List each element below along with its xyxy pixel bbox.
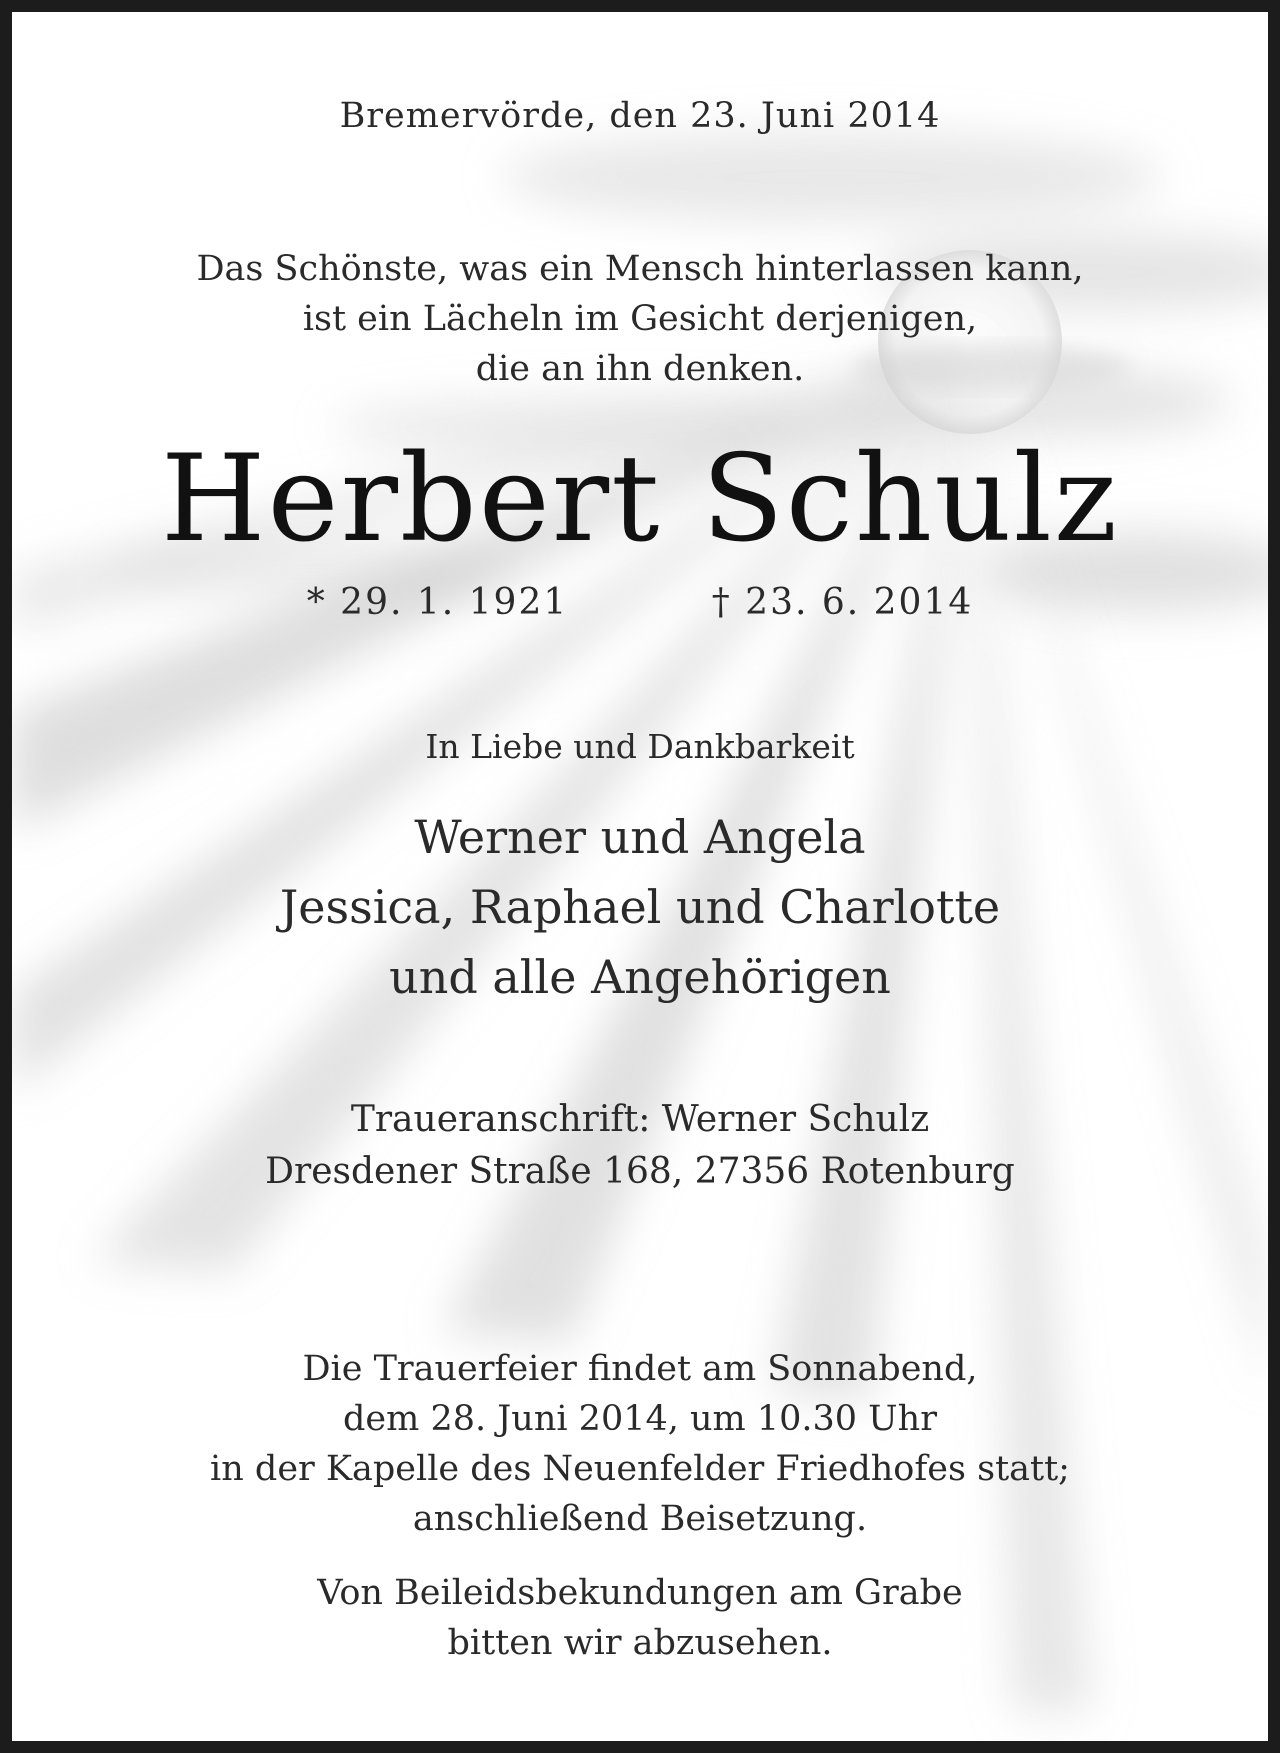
address-line: Dresdener Straße 168, 27356 Rotenburg xyxy=(265,1151,1015,1192)
quote-line: die an ihn denken. xyxy=(475,349,805,389)
life-dates xyxy=(12,582,1268,623)
quote-line: Das Schönste, was ein Mensch hinterlassen kann, xyxy=(196,249,1084,289)
funeral-details xyxy=(12,1344,1268,1544)
birth-date: * 29. 1. 1921 xyxy=(306,582,569,623)
mourner-line: Jessica, Raphael und Charlotte xyxy=(279,880,1001,934)
memorial-quote xyxy=(12,244,1268,394)
mourning-address xyxy=(12,1094,1268,1198)
condolence-line: bitten wir abzusehen. xyxy=(447,1623,833,1663)
funeral-line: dem 28. Juni 2014, um 10.30 Uhr xyxy=(343,1399,937,1439)
address-line: Traueranschrift: Werner Schulz xyxy=(350,1099,930,1140)
funeral-line: Die Trauerfeier findet am Sonnabend, xyxy=(302,1349,978,1389)
condolence-line: Von Beileidsbekundungen am Grabe xyxy=(317,1573,963,1613)
dedication: In Liebe und Dankbarkeit xyxy=(425,727,855,766)
funeral-line: anschließend Beisetzung. xyxy=(412,1499,868,1539)
condolence-request xyxy=(12,1568,1268,1668)
death-date: † 23. 6. 2014 xyxy=(711,582,974,623)
mourner-line: und alle Angehörigen xyxy=(389,950,891,1004)
funeral-line: in der Kapelle des Neuenfelder Friedhofes statt; xyxy=(210,1449,1070,1489)
mourner-line: Werner und Angela xyxy=(414,810,866,864)
deceased-name: Herbert Schulz xyxy=(160,430,1120,569)
quote-line: ist ein Lächeln im Gesicht derjenigen, xyxy=(302,299,978,339)
mourners xyxy=(12,802,1268,1012)
place-and-date: Bremervörde, den 23. Juni 2014 xyxy=(339,96,941,136)
